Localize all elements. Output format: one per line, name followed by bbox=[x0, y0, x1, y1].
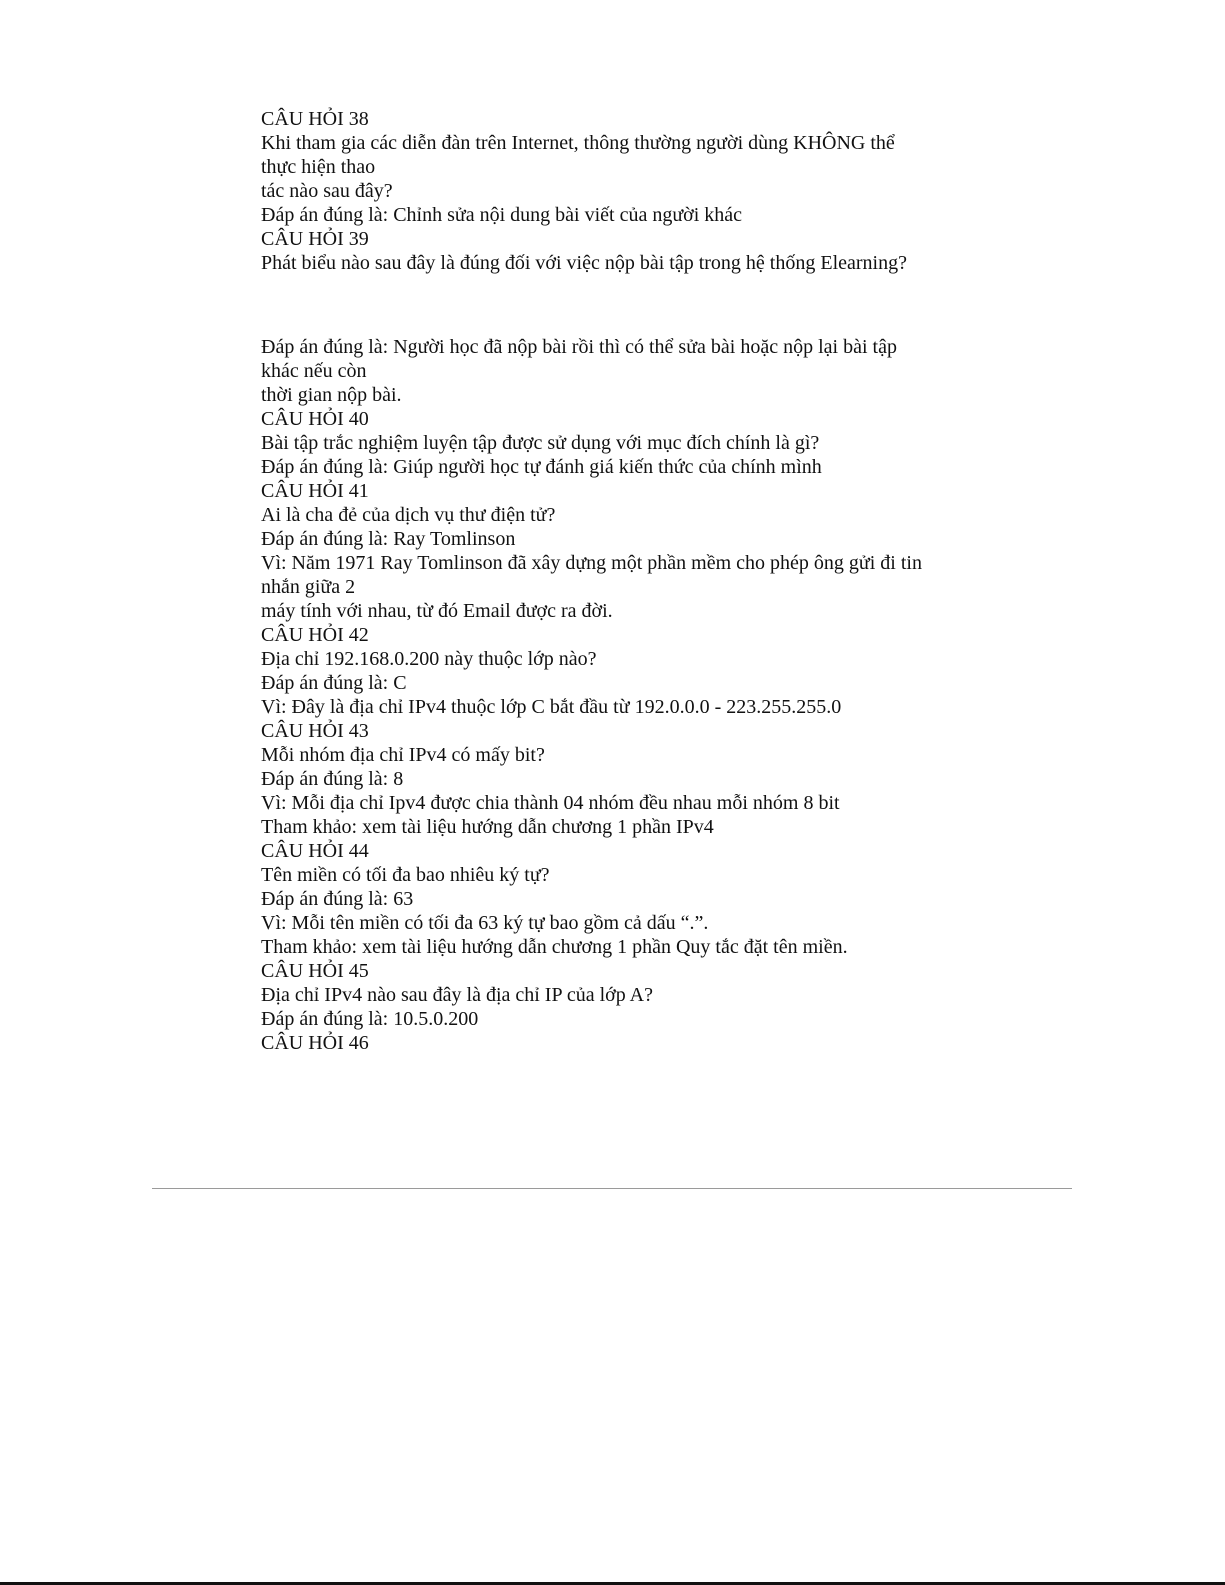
question-heading: CÂU HỎI 38 bbox=[261, 108, 369, 130]
question-text: Khi tham gia các diễn đàn trên Internet, thông thường người dùng KHÔNG thể bbox=[261, 132, 895, 154]
answer-text: Đáp án đúng là: Chỉnh sửa nội dung bài viết của người khác bbox=[261, 204, 743, 226]
explanation-text: nhắn giữa 2 bbox=[261, 576, 356, 598]
question-text: tác nào sau đây? bbox=[261, 180, 393, 202]
explanation-text: Vì: Đây là địa chỉ IPv4 thuộc lớp C bắt đầu từ 192.0.0.0 - 223.255.255.0 bbox=[261, 696, 842, 718]
answer-text: Đáp án đúng là: 8 bbox=[261, 768, 404, 790]
question-heading: CÂU HỎI 42 bbox=[261, 624, 369, 646]
question-heading: CÂU HỎI 44 bbox=[261, 840, 369, 862]
answer-text: thời gian nộp bài. bbox=[261, 384, 402, 406]
reference-text: Tham khảo: xem tài liệu hướng dẫn chương 1 phần IPv4 bbox=[261, 816, 714, 838]
page-divider bbox=[152, 1188, 1072, 1189]
question-heading: CÂU HỎI 39 bbox=[261, 228, 369, 250]
question-text: thực hiện thao bbox=[261, 156, 376, 178]
explanation-text: máy tính với nhau, từ đó Email được ra đời. bbox=[261, 600, 613, 622]
answer-text: Đáp án đúng là: Giúp người học tự đánh giá kiến thức của chính mình bbox=[261, 456, 822, 478]
question-text: Mỗi nhóm địa chỉ IPv4 có mấy bit? bbox=[261, 744, 545, 766]
question-text: Tên miền có tối đa bao nhiêu ký tự? bbox=[261, 864, 550, 886]
question-heading: CÂU HỎI 41 bbox=[261, 480, 369, 502]
answer-text: Đáp án đúng là: C bbox=[261, 672, 407, 694]
document-body bbox=[261, 107, 981, 1055]
question-heading: CÂU HỎI 46 bbox=[261, 1032, 369, 1054]
question-heading: CÂU HỎI 40 bbox=[261, 408, 369, 430]
reference-text: Tham khảo: xem tài liệu hướng dẫn chương 1 phần Quy tắc đặt tên miền. bbox=[261, 936, 848, 958]
question-text: Phát biểu nào sau đây là đúng đối với việc nộp bài tập trong hệ thống Elearning? bbox=[261, 252, 907, 274]
answer-text: Đáp án đúng là: Người học đã nộp bài rồi thì có thể sửa bài hoặc nộp lại bài tập bbox=[261, 336, 897, 358]
explanation-text: Vì: Mỗi địa chỉ Ipv4 được chia thành 04 nhóm đều nhau mỗi nhóm 8 bit bbox=[261, 792, 840, 814]
explanation-text: Vì: Mỗi tên miền có tối đa 63 ký tự bao gồm cả dấu “.”. bbox=[261, 912, 709, 934]
answer-text: Đáp án đúng là: 63 bbox=[261, 888, 414, 910]
question-text: Địa chỉ IPv4 nào sau đây là địa chỉ IP của lớp A? bbox=[261, 984, 653, 1006]
question-heading: CÂU HỎI 43 bbox=[261, 720, 369, 742]
question-text: Ai là cha đẻ của dịch vụ thư điện tử? bbox=[261, 504, 556, 526]
blank-space bbox=[261, 275, 981, 335]
answer-text: Đáp án đúng là: Ray Tomlinson bbox=[261, 528, 516, 550]
answer-text: Đáp án đúng là: 10.5.0.200 bbox=[261, 1008, 479, 1030]
question-text: Địa chỉ 192.168.0.200 này thuộc lớp nào? bbox=[261, 648, 597, 670]
explanation-text: Vì: Năm 1971 Ray Tomlinson đã xây dựng một phần mềm cho phép ông gửi đi tin bbox=[261, 552, 922, 574]
answer-text: khác nếu còn bbox=[261, 360, 367, 382]
question-heading: CÂU HỎI 45 bbox=[261, 960, 369, 982]
question-text: Bài tập trắc nghiệm luyện tập được sử dụng với mục đích chính là gì? bbox=[261, 432, 820, 454]
